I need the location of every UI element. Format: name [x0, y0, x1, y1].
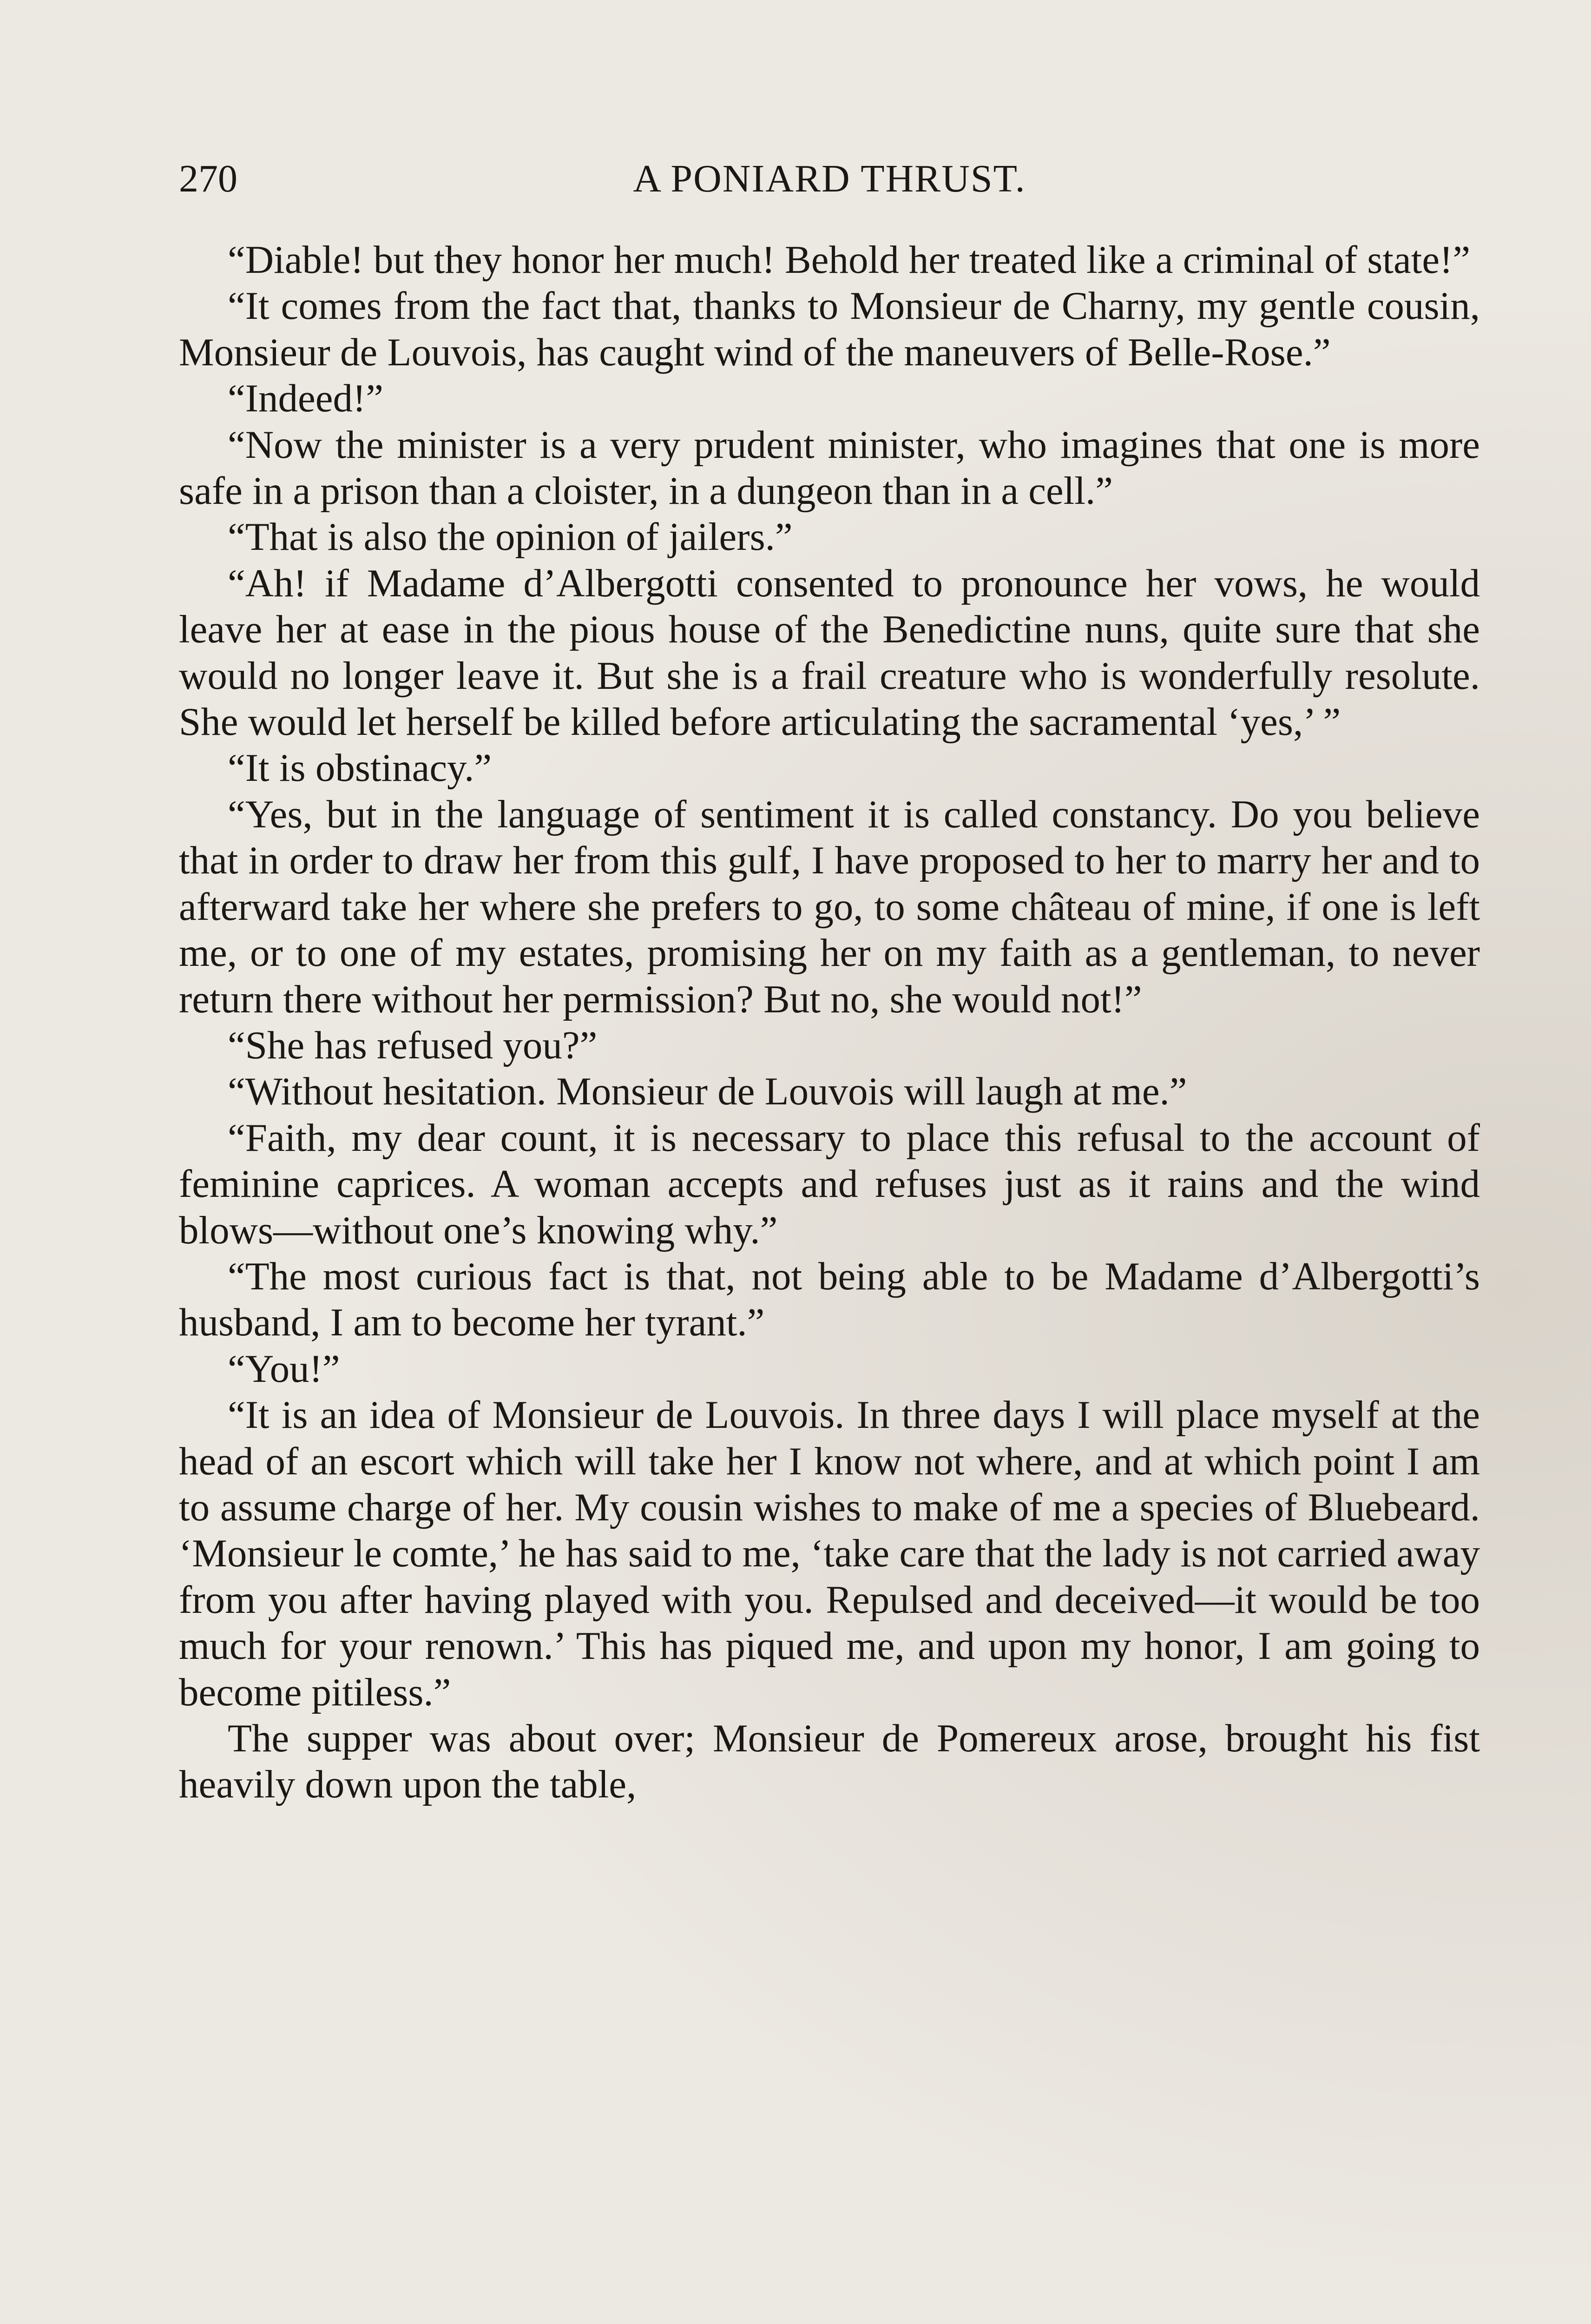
- paragraph: “It comes from the fact that, thanks to Monsieur de Charny, my gentle cousin, Monsieur de Louvois, has caught wind of the maneuvers of Belle-Rose.”: [179, 284, 1480, 374]
- paragraph: “Without hesitation. Monsieur de Louvois will laugh at me.”: [228, 1070, 1187, 1114]
- book-page: [179, 153, 1480, 1808]
- paragraph: “Diable! but they honor her much! Behold her treated like a criminal of state!”: [228, 238, 1471, 282]
- page-header: [179, 153, 1480, 205]
- paragraph: “You!”: [228, 1347, 340, 1391]
- paragraph: “Faith, my dear count, it is necessary to place this refusal to the account of feminine caprices. A woman accepts and refuses just as it rains and the wind blows—without one’s knowing why.”: [179, 1116, 1480, 1252]
- paragraph: “It is an idea of Monsieur de Louvois. In three days I will place myself at the head of an escort which will take her I know not where, and at which point I am to assume charge of her. My cousin wishes to make of me a species of Bluebeard. ‘Monsieur le comte,’ he has said to me, ‘take care that the lady is not carried away from you after having played with you. Repulsed and deceived—it would be too much for your renown.’ This has piqued me, and upon my honor, I am going to become pitiless.”: [179, 1393, 1480, 1714]
- paragraph: “The most curious fact is that, not being able to be Madame d’Albergotti’s husband, I am to become her tyrant.”: [179, 1254, 1480, 1345]
- paragraph: “Ah! if Madame d’Albergotti consented to pronounce her vows, he would leave her at ease in the pious house of the Benedictine nuns, quite sure that she would no longer leave it. But she is a frail creature who is wonderfully resolute. She would let herself be killed before articulating the sacramental ‘yes,’ ”: [179, 561, 1480, 744]
- paragraph: “Indeed!”: [228, 376, 384, 421]
- paragraph: The supper was about over; Monsieur de Pomereux arose, brought his fist heavily down upon the table,: [179, 1717, 1480, 1807]
- running-title: A PONIARD THRUST.: [633, 157, 1026, 200]
- body-text: [179, 237, 1480, 1808]
- paragraph: “It is obstinacy.”: [228, 746, 492, 790]
- paragraph: “She has refused you?”: [228, 1023, 598, 1067]
- paragraph: “That is also the opinion of jailers.”: [228, 515, 793, 559]
- page-number: 270: [179, 157, 237, 200]
- paragraph: “Now the minister is a very prudent minister, who imagines that one is more safe in a prison than a cloister, in a dungeon than in a cell.”: [179, 423, 1480, 513]
- paragraph: “Yes, but in the language of sentiment it is called constancy. Do you believe that in order to draw her from this gulf, I have proposed to her to marry her and to afterward take her where she prefers to go, to some château of mine, if one is left me, or to one of my estates, promising her on my faith as a gentleman, to never return there without her permission? But no, she would not!”: [179, 792, 1480, 1021]
